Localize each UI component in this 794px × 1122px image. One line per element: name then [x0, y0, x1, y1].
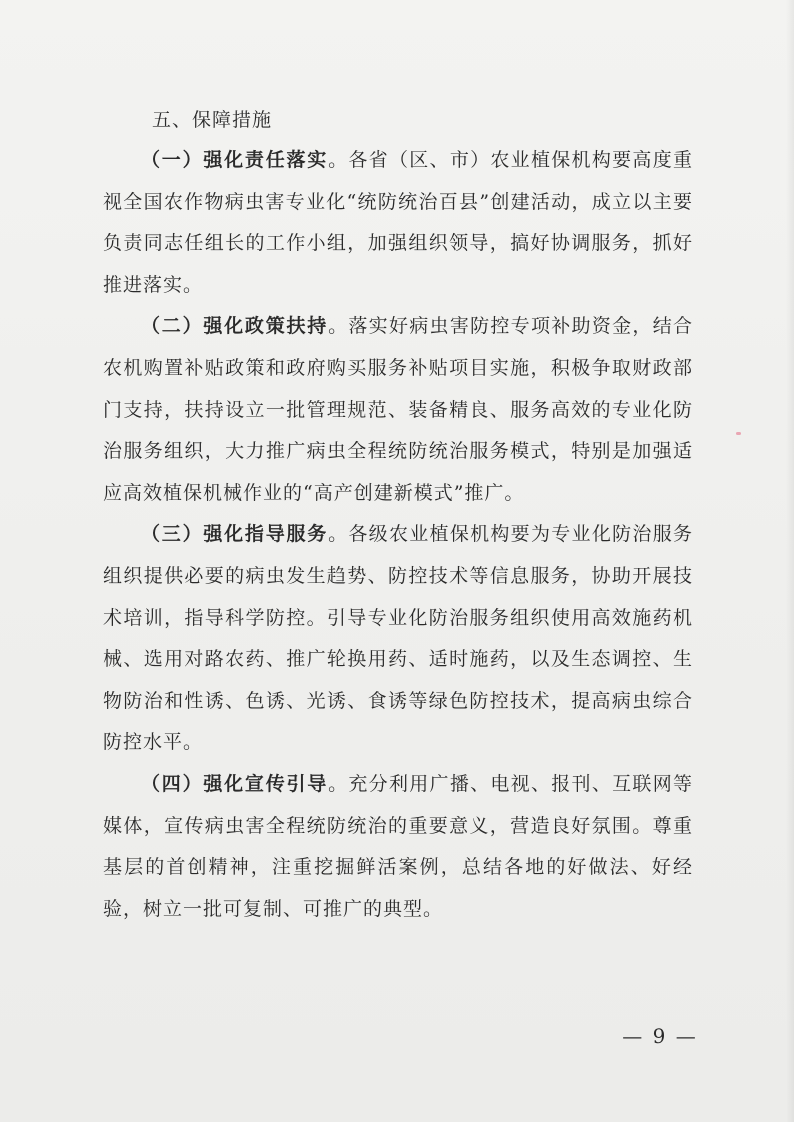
paragraph-responsibility: [103, 140, 693, 306]
paragraph-lead: （三）强化指导服务: [141, 523, 329, 546]
page-edge-shadow: [786, 0, 794, 1122]
paragraph-text: 。充分利用广播、电视、报刊、互联网等媒体，宣传病虫害全程统防统治的重要意义，营造良好氛围。尊重基层的首创精神，注重挖掘鲜活案例，总结各地的好做法、好经验，树立一批可复制、可推广的典型。: [103, 772, 693, 920]
paragraph-text: 。各省（区、市）农业植保机构要高度重视全国农作物病虫害专业化“统防统治百县”创建活动，成立以主要负责同志任组长的工作小组，加强组织领导，搞好协调服务，抓好推进落实。: [103, 149, 693, 296]
paragraph-text: 。各级农业植保机构要为专业化防治服务组织提供必要的病虫发生趋势、防控技术等信息服务，协助开展技术培训，指导科学防控。引导专业化防治服务组织使用高效施药机械、选用对路农药、推广轮换用药、适时施药，以及生态调控、生物防治和性诱、色诱、光诱、食诱等绿色防控技术，提高病虫综合防控水平。: [103, 523, 693, 754]
paragraph-guidance: [103, 514, 693, 764]
paragraph-lead: （二）强化政策扶持: [141, 315, 329, 338]
paragraph-lead: （四）强化宣传引导: [141, 772, 329, 795]
scan-speck: [736, 432, 741, 435]
body-text: [103, 140, 693, 930]
page-number: — 9 —: [622, 1024, 698, 1048]
paragraph-publicity: [103, 764, 693, 930]
paragraph-text: 。落实好病虫害防控专项补助资金，结合农机购置补贴政策和政府购买服务补贴项目实施，积极争取财政部门支持，扶持设立一批管理规范、装备精良、服务高效的专业化防治服务组织，大力推广病虫全程统防统治服务模式，特别是加强适应高效植保机械作业的“高产创建新模式”推广。: [103, 315, 693, 504]
paragraph-lead: （一）强化责任落实: [141, 149, 329, 171]
section-heading: 五、保障措施: [152, 109, 273, 131]
paragraph-policy: [103, 306, 693, 514]
